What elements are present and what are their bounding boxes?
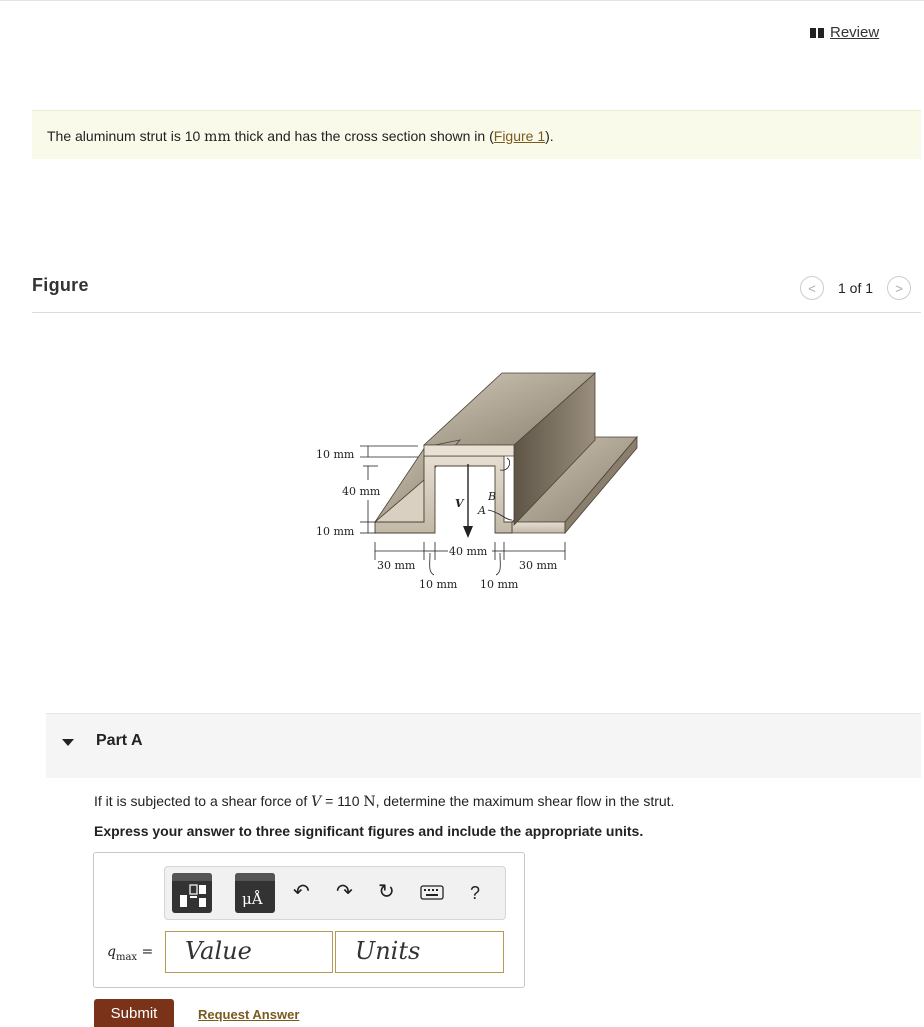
figure-link[interactable]: Figure 1 <box>493 128 546 144</box>
top-divider <box>0 0 924 1</box>
part-a-title: Part A <box>96 732 143 749</box>
dim-bot-label: 10 mm <box>316 525 355 538</box>
submit-button[interactable]: Submit <box>94 999 174 1027</box>
reset-icon[interactable]: ↻ <box>378 881 395 903</box>
dim-40-label: 40 mm <box>342 485 381 498</box>
question-unit: N <box>363 794 376 810</box>
part-a-header[interactable] <box>46 713 921 778</box>
undo-icon[interactable]: ↶ <box>293 881 310 903</box>
math-toolbar <box>164 866 506 920</box>
units-button[interactable] <box>235 873 275 913</box>
dim-10-right-label: 10 mm <box>480 578 519 591</box>
question-eq: = 110 <box>321 793 364 809</box>
units-icon: μÅ <box>242 890 263 908</box>
force-v-label: V <box>455 497 464 510</box>
question-text-1: If it is subjected to a shear force of <box>94 793 312 809</box>
next-figure-button[interactable] <box>887 276 911 300</box>
templates-button[interactable] <box>172 873 212 913</box>
part-a-instruction: Express your answer to three significant figures and include the appropriate units. <box>94 823 644 839</box>
value-input[interactable]: Value <box>165 931 333 973</box>
request-answer-link[interactable]: Request Answer <box>198 1007 300 1022</box>
review-link[interactable] <box>810 24 879 41</box>
caret-down-icon <box>62 739 74 746</box>
right-flange-front <box>512 522 565 533</box>
strut-figure <box>300 360 660 600</box>
dim-top-label: 10 mm <box>316 448 355 461</box>
help-icon[interactable]: ? <box>470 883 481 903</box>
question-text-2: , determine the maximum shear flow in the strut. <box>375 793 675 809</box>
intro-text-2: thick and has the cross section shown in ( <box>230 128 494 144</box>
prev-figure-button[interactable] <box>800 276 824 300</box>
point-a-label: A <box>478 504 486 517</box>
answer-label-eq: = <box>137 944 154 960</box>
dim-30-left-label: 30 mm <box>377 559 416 572</box>
redo-icon[interactable]: ↷ <box>336 881 353 903</box>
dim-10-left-label: 10 mm <box>419 578 458 591</box>
figure-pager <box>800 276 911 300</box>
answer-label-var: q <box>107 944 116 960</box>
answer-label-sub: max <box>115 951 138 963</box>
figure-title: Figure <box>32 275 89 295</box>
figure-pager-label: 1 of 1 <box>838 280 874 296</box>
intro-unit: mm <box>204 129 231 145</box>
figure-divider <box>32 312 921 313</box>
point-b-label: B <box>488 490 497 503</box>
problem-intro <box>32 110 921 159</box>
book-icon <box>810 28 824 38</box>
keyboard-icon[interactable] <box>420 884 444 904</box>
intro-text-1: The aluminum strut is 10 <box>47 128 205 144</box>
intro-text-3: ). <box>545 128 554 144</box>
chevron-left-icon: < <box>808 280 816 296</box>
dim-30-right-label: 30 mm <box>519 559 558 572</box>
answer-box <box>93 852 525 988</box>
units-input[interactable]: Units <box>335 931 504 973</box>
answer-label <box>107 944 153 963</box>
part-a-question <box>94 793 674 810</box>
question-var: V <box>311 794 322 810</box>
chevron-right-icon: > <box>895 280 903 296</box>
review-label: Review <box>830 24 880 41</box>
dim-40-bottom-label: 40 mm <box>449 545 488 558</box>
